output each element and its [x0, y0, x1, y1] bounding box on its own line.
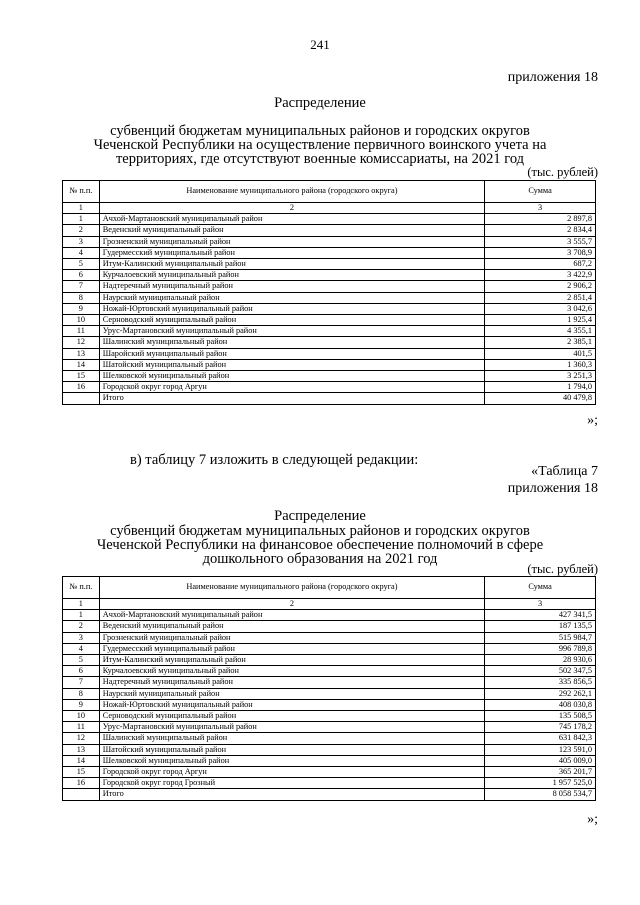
row-sum: 2 834,4 — [485, 225, 596, 236]
row-sum: 292 262,1 — [485, 688, 596, 699]
row-name: Урус-Мартановский муниципальный район — [99, 326, 484, 337]
row-number: 6 — [63, 666, 100, 677]
row-sum: 3 251,3 — [485, 371, 596, 382]
row-sum: 1 957 525,0 — [485, 778, 596, 789]
row-number: 2 — [63, 225, 100, 236]
table-row — [63, 303, 596, 314]
table-row — [63, 778, 596, 789]
row-sum: 405 009,0 — [485, 755, 596, 766]
table-row — [63, 677, 596, 688]
subtitle-2 — [60, 524, 580, 566]
table-row — [63, 281, 596, 292]
row-name: Шалинский муниципальный район — [99, 337, 484, 348]
subtitle-1-line: субвенций бюджетам муниципальных районов и городских округов — [110, 123, 530, 139]
row-sum: 687,2 — [485, 259, 596, 270]
colnum-2: 2 — [99, 599, 484, 610]
row-name: Надтеречный муниципальный район — [99, 281, 484, 292]
row-name: Итум-Калинский муниципальный район — [99, 655, 484, 666]
row-number: 12 — [63, 337, 100, 348]
subtitle-1 — [60, 124, 580, 166]
instruction-text: в) таблицу 7 изложить в следующей редакции: — [130, 452, 419, 468]
total-label: Итого — [99, 393, 484, 404]
row-sum: 427 341,5 — [485, 610, 596, 621]
row-name: Шелковской муниципальный район — [99, 755, 484, 766]
row-name: Гудермесский муниципальный район — [99, 643, 484, 654]
row-name: Ачхой-Мартановский муниципальный район — [99, 610, 484, 621]
total-sum: 40 479,8 — [485, 393, 596, 404]
table-row — [63, 382, 596, 393]
row-number: 15 — [63, 767, 100, 778]
row-sum: 3 708,9 — [485, 247, 596, 258]
table-row — [63, 744, 596, 755]
table-row — [63, 610, 596, 621]
row-sum: 365 201,7 — [485, 767, 596, 778]
row-number: 5 — [63, 655, 100, 666]
row-number: 14 — [63, 359, 100, 370]
header-sum: Сумма — [485, 577, 596, 599]
row-sum: 631 842,3 — [485, 733, 596, 744]
row-sum: 1 794,0 — [485, 382, 596, 393]
table-row — [63, 655, 596, 666]
row-number: 11 — [63, 326, 100, 337]
header-name: Наименование муниципального района (городского округа) — [99, 577, 484, 599]
row-sum: 3 422,9 — [485, 270, 596, 281]
row-number: 4 — [63, 643, 100, 654]
row-name: Наурский муниципальный район — [99, 292, 484, 303]
table-row — [63, 621, 596, 632]
row-sum: 2 897,8 — [485, 214, 596, 225]
row-sum: 2 851,4 — [485, 292, 596, 303]
table-row — [63, 755, 596, 766]
table-header-row — [63, 577, 596, 599]
subtitle-1-line: территориях, где отсутствуют военные комиссариаты, на 2021 год — [115, 151, 525, 167]
row-name: Шатойский муниципальный район — [99, 744, 484, 755]
row-number: 12 — [63, 733, 100, 744]
distribution-table-2 — [62, 576, 596, 801]
row-name: Надтеречный муниципальный район — [99, 677, 484, 688]
colnum-1: 1 — [63, 599, 100, 610]
row-name: Городской округ город Грозный — [99, 778, 484, 789]
row-name: Итум-Калинский муниципальный район — [99, 259, 484, 270]
row-sum: 2 385,1 — [485, 337, 596, 348]
total-row — [63, 789, 596, 800]
total-label: Итого — [99, 789, 484, 800]
row-number: 13 — [63, 744, 100, 755]
row-name: Городской округ город Аргун — [99, 767, 484, 778]
row-number: 6 — [63, 270, 100, 281]
row-name: Урус-Мартановский муниципальный район — [99, 722, 484, 733]
row-number: 16 — [63, 778, 100, 789]
row-number: 13 — [63, 348, 100, 359]
row-name: Веденский муниципальный район — [99, 621, 484, 632]
table-row — [63, 733, 596, 744]
row-sum: 3 042,6 — [485, 303, 596, 314]
row-name: Наурский муниципальный район — [99, 688, 484, 699]
colnum-1: 1 — [63, 203, 100, 214]
subtitle-2-line: дошкольного образования на 2021 год — [202, 551, 438, 567]
header-name: Наименование муниципального района (городского округа) — [99, 181, 484, 203]
row-sum: 187 135,5 — [485, 621, 596, 632]
row-number: 1 — [63, 610, 100, 621]
table-row — [63, 632, 596, 643]
row-number: 14 — [63, 755, 100, 766]
closing-quote-1: »; — [587, 413, 598, 428]
table-row — [63, 292, 596, 303]
closing-quote-2: »; — [587, 812, 598, 827]
header-num: № п.п. — [63, 181, 100, 203]
table-header-row — [63, 181, 596, 203]
table-row — [63, 247, 596, 258]
page-number: 241 — [310, 37, 330, 52]
table-row — [63, 225, 596, 236]
header-sum: Сумма — [485, 181, 596, 203]
row-sum: 3 555,7 — [485, 236, 596, 247]
row-sum: 745 178,2 — [485, 722, 596, 733]
row-number: 8 — [63, 688, 100, 699]
table-row — [63, 270, 596, 281]
row-sum: 335 856,5 — [485, 677, 596, 688]
table-row — [63, 666, 596, 677]
row-sum: 502 347,5 — [485, 666, 596, 677]
row-sum: 1 360,3 — [485, 359, 596, 370]
table-row — [63, 767, 596, 778]
unit-label-1: (тыс. рублей) — [527, 165, 598, 179]
distribution-table-1 — [62, 180, 596, 405]
row-name: Шатойский муниципальный район — [99, 359, 484, 370]
row-sum: 515 984,7 — [485, 632, 596, 643]
total-sum: 8 058 534,7 — [485, 789, 596, 800]
row-sum: 28 930,6 — [485, 655, 596, 666]
row-number: 7 — [63, 677, 100, 688]
row-number: 8 — [63, 292, 100, 303]
row-name: Гудермесский муниципальный район — [99, 247, 484, 258]
row-name: Грозненский муниципальный район — [99, 632, 484, 643]
table-label: «Таблица 7 — [531, 464, 598, 479]
table-row — [63, 214, 596, 225]
heading-2: Распределение — [274, 508, 366, 524]
table-row — [63, 326, 596, 337]
subtitle-1-line: Чеченской Республики на осуществление первичного воинского учета на — [93, 137, 547, 153]
table-row — [63, 359, 596, 370]
row-number: 1 — [63, 214, 100, 225]
row-number: 9 — [63, 699, 100, 710]
table-row — [63, 688, 596, 699]
row-sum: 123 591,0 — [485, 744, 596, 755]
row-number: 3 — [63, 632, 100, 643]
row-name: Веденский муниципальный район — [99, 225, 484, 236]
row-sum: 401,5 — [485, 348, 596, 359]
total-empty-cell — [63, 393, 100, 404]
row-number: 4 — [63, 247, 100, 258]
table-row — [63, 371, 596, 382]
column-number-row — [63, 599, 596, 610]
row-number: 10 — [63, 711, 100, 722]
row-number: 7 — [63, 281, 100, 292]
colnum-3: 3 — [485, 599, 596, 610]
table-row — [63, 722, 596, 733]
row-name: Городской округ город Аргун — [99, 382, 484, 393]
unit-label-2: (тыс. рублей) — [527, 562, 598, 576]
row-name: Серноводский муниципальный район — [99, 711, 484, 722]
row-sum: 1 925,4 — [485, 315, 596, 326]
row-number: 3 — [63, 236, 100, 247]
colnum-2: 2 — [99, 203, 484, 214]
row-name: Шелковской муниципальный район — [99, 371, 484, 382]
table-row — [63, 236, 596, 247]
table-row — [63, 337, 596, 348]
row-number: 15 — [63, 371, 100, 382]
table-row — [63, 699, 596, 710]
appendix-label-1: приложения 18 — [507, 70, 598, 85]
subtitle-2-line: Чеченской Республики на финансовое обеспечение полномочий в сфере — [96, 537, 544, 553]
row-name: Курчалоевский муниципальный район — [99, 270, 484, 281]
row-name: Ачхой-Мартановский муниципальный район — [99, 214, 484, 225]
row-sum: 996 789,8 — [485, 643, 596, 654]
row-number: 11 — [63, 722, 100, 733]
row-name: Курчалоевский муниципальный район — [99, 666, 484, 677]
row-number: 10 — [63, 315, 100, 326]
total-empty-cell — [63, 789, 100, 800]
heading-1: Распределение — [274, 95, 366, 111]
table-row — [63, 643, 596, 654]
row-name: Серноводский муниципальный район — [99, 315, 484, 326]
row-number: 16 — [63, 382, 100, 393]
table-row — [63, 315, 596, 326]
table-row — [63, 348, 596, 359]
appendix-label-2: приложения 18 — [507, 481, 598, 496]
row-name: Шаройский муниципальный район — [99, 348, 484, 359]
table-row — [63, 711, 596, 722]
row-sum: 135 508,5 — [485, 711, 596, 722]
row-sum: 4 355,1 — [485, 326, 596, 337]
subtitle-2-line: субвенций бюджетам муниципальных районов и городских округов — [110, 523, 530, 539]
colnum-3: 3 — [485, 203, 596, 214]
row-number: 9 — [63, 303, 100, 314]
column-number-row — [63, 203, 596, 214]
row-sum: 408 030,8 — [485, 699, 596, 710]
row-name: Грозненский муниципальный район — [99, 236, 484, 247]
row-number: 2 — [63, 621, 100, 632]
table-row — [63, 259, 596, 270]
row-name: Шалинский муниципальный район — [99, 733, 484, 744]
header-num: № п.п. — [63, 577, 100, 599]
row-name: Ножай-Юртовский муниципальный район — [99, 699, 484, 710]
row-name: Ножай-Юртовский муниципальный район — [99, 303, 484, 314]
total-row — [63, 393, 596, 404]
row-number: 5 — [63, 259, 100, 270]
row-sum: 2 906,2 — [485, 281, 596, 292]
